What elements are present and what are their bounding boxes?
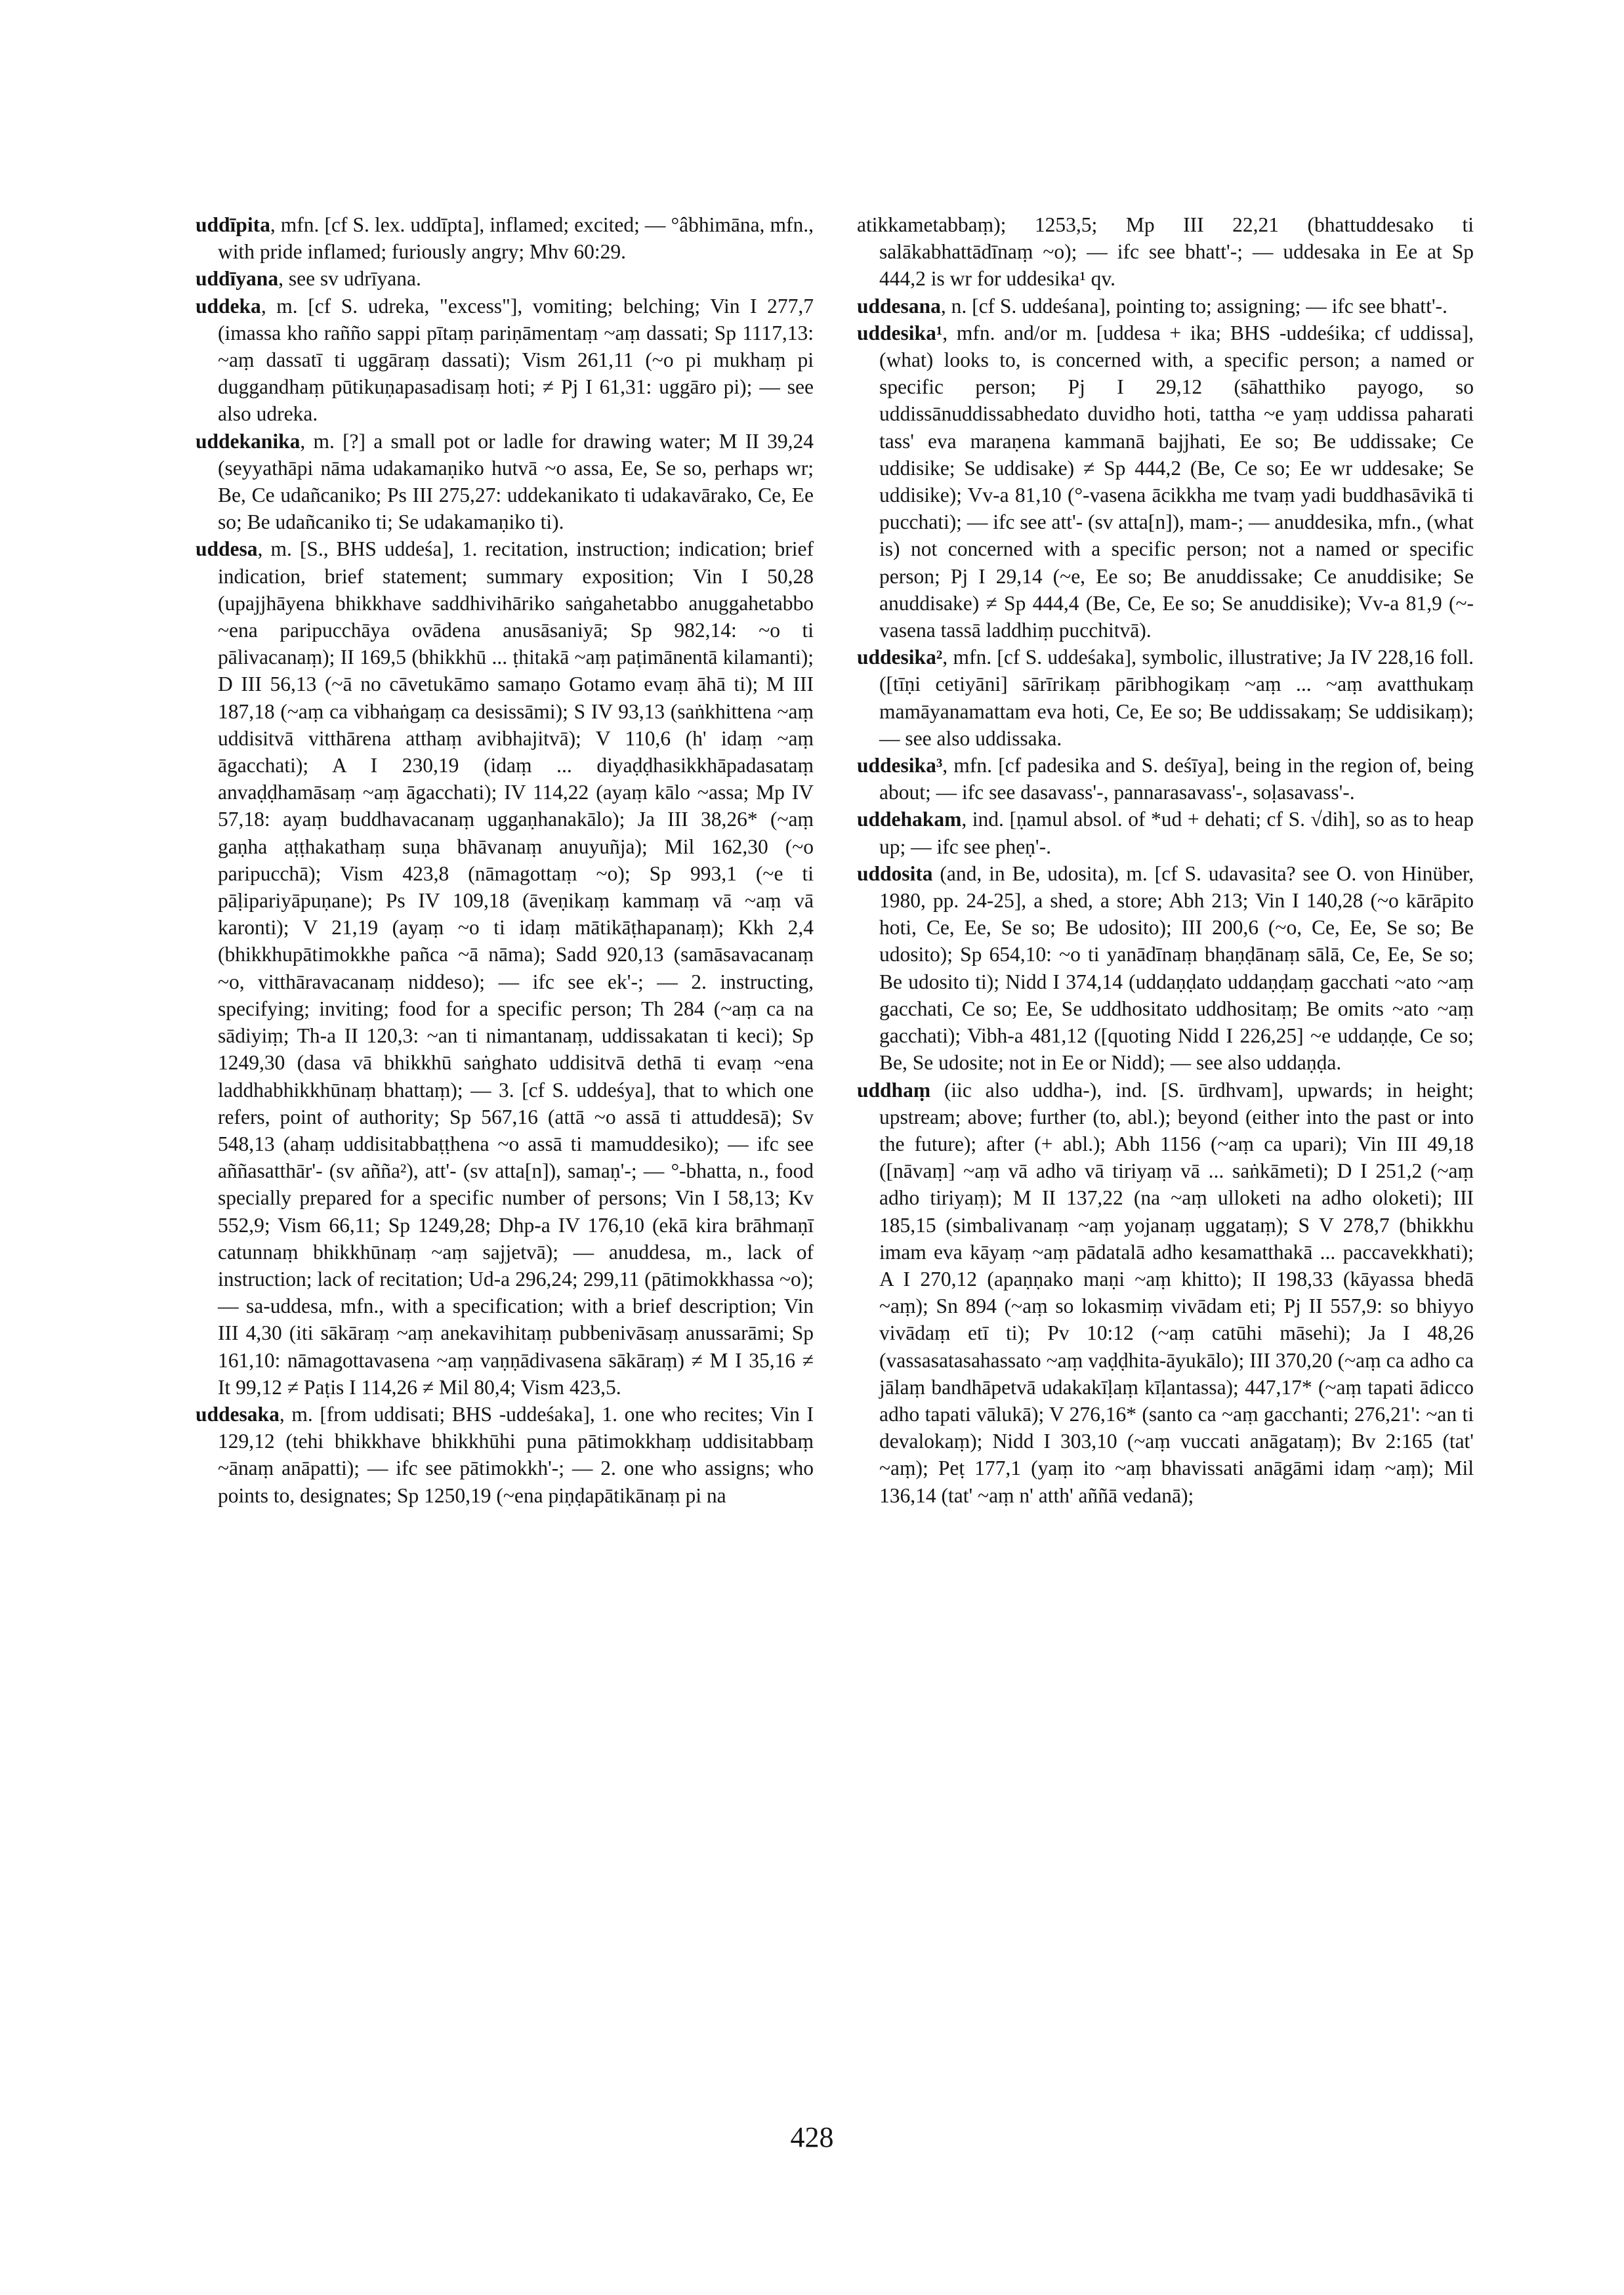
entry-headword: uddesika³ bbox=[857, 754, 943, 777]
dictionary-entry bbox=[196, 293, 814, 428]
dictionary-entry bbox=[196, 428, 814, 536]
entry-headword: uddīyana bbox=[196, 267, 279, 291]
entry-body: , mfn. and/or m. [uddesa + ika; BHS -uddeśika; cf uddissa], (what) looks to, is concerned with, a specific person; a named or specific person; Pj I 29,12 (sāhatthiko payogo, so uddissānuddissabhedato duvidho hoti, tattha ~e yaṃ uddissa paharati tass' eva maraṇena kammanā bajjhati, Ee so; Be uddissake; Ce uddisike; Se uddisake) ≠ Sp 444,2 (Be, Ce so; Ee wr uddesake; Se uddisike); Vv-a 81,10 (°-vasena ācikkha me tvaṃ yadi buddhasāvikā ti pucchati); — ifc see att'- (sv atta[n]), mam-; — anuddesika, mfn., (what is) not concerned with a specific person; not a named or specific person; Pj I 29,14 (~e, Ee so; Be anuddissake; Ce anuddisike; Se anuddisake) ≠ Sp 444,4 (Be, Ce, Ee so; Se anuddisike); Vv-a 81,9 (~-vasena tassā laddhiṃ pucchitvā). bbox=[879, 321, 1474, 642]
entry-headword: uddesa bbox=[196, 537, 258, 561]
entry-body: , m. [S., BHS uddeśa], 1. recitation, instruction; indication; brief indication, brief statement; summary exposition; Vin I 50,28 (upajjhāyena bhikkhave saddhivihāriko saṅgahetabbo anuggahetabbo ~ena paripucchāya ovādena anusāsaniyā; Sp 982,14: ~o ti pālivacanaṃ); II 169,5 (bhikkhū ... ṭhitakā ~aṃ paṭimānentā kilamanti); D III 56,13 (~ā no cāvetukāmo samaṇo Gotamo evaṃ āhā ti); M III 187,18 (~aṃ ca vibhaṅgaṃ ca desissāmi); S IV 93,13 (saṅkhittena ~aṃ uddisitvā vitthārena atthaṃ avibhajitvā); V 110,6 (h' idaṃ ~aṃ āgacchati); A I 230,19 (idaṃ ... diyaḍḍhasikkhāpadasataṃ anvaḍḍhamāsaṃ ~aṃ āgacchati); IV 114,22 (ayaṃ kālo ~assa; Mp IV 57,18: ayaṃ buddhavacanaṃ uggaṇhanakālo); Ja III 38,26* (~aṃ gaṇha aṭṭhakathaṃ suṇa bhāvanaṃ anuyuñja); Mil 162,30 (~o paripucchā); Vism 423,8 (nāmagottaṃ ~o); Sp 993,1 (~e ti pāḷipariyāpuṇane); Ps IV 109,18 (āveṇikaṃ kammaṃ vā ~aṃ vā karonti); V 21,19 (ayaṃ ~o ti idaṃ mātikāṭhapanaṃ); Kkh 2,4 (bhikkhupātimokkhe pañca ~ā nāma); Sadd 920,13 (samāsavacanaṃ ~o, vitthāravacanaṃ niddeso); — ifc see ek'-; — 2. instructing, specifying; inviting; food for a specific person; Th 284 (~aṃ ca na sādiyiṃ; Th-a II 120,3: ~an ti nimantanaṃ, uddissakatan ti keci); Sp 1249,30 (dasa vā bhikkhū saṅghato uddisitvā dethā ti evaṃ ~ena laddhabhikkhūnaṃ bhattaṃ); — 3. [cf S. uddeśya], that to which one refers, point of authority; Sp 567,16 (attā ~o assā ti attuddesā); Sv 548,13 (ahaṃ uddisitabbaṭṭhena ~o assā ti mamuddesiko); — ifc see aññasatthār'- (sv añña²), att'- (sv atta[n]), samaṇ'-; — °-bhatta, n., food specially prepared for a specific number of persons; Vin I 58,13; Kv 552,9; Vism 66,11; Sp 1249,28; Dhp-a IV 176,10 (ekā kira brāhmaṇī catunnaṃ bhikkhūnaṃ ~aṃ sajjetvā); — anuddesa, m., lack of instruction; lack of recitation; Ud-a 296,24; 299,11 (pātimokkhassa ~o); — sa-uddesa, mfn., with a specification; with a brief description; Vin III 4,30 (iti sākāraṃ ~aṃ anekavihitaṃ pubbenivāsaṃ anussarāmi; Sp 161,10: nāmagottavasena ~aṃ vaṇṇādivasena sākāraṃ) ≠ M I 35,16 ≠ It 99,12 ≠ Paṭis I 114,26 ≠ Mil 80,4; Vism 423,5. bbox=[218, 537, 814, 1399]
entry-headword: uddhaṃ bbox=[857, 1078, 931, 1102]
entry-headword: uddīpita bbox=[196, 213, 270, 236]
entry-headword: uddosita bbox=[857, 861, 933, 885]
left-column bbox=[196, 211, 814, 1509]
dictionary-entry bbox=[857, 1077, 1474, 1509]
entry-body: , n. [cf S. uddeśana], pointing to; assigning; — ifc see bhatt'-. bbox=[940, 294, 1447, 318]
dictionary-entry bbox=[857, 752, 1474, 806]
dictionary-entry bbox=[857, 293, 1474, 320]
entry-body: , m. [?] a small pot or ladle for drawing water; M II 39,24 (seyyathāpi nāma udakamaṇiko hutvā ~o assa, Ee, Se so, perhaps wr; Be, Ce udañcaniko; Ps III 275,27: uddekanikato ti udakavārako, Ce, Ee so; Be udañcaniko ti; Se udakamaṇiko ti). bbox=[218, 429, 814, 534]
entry-body: (iic also uddha-), ind. [S. ūrdhvam], upwards; in height; upstream; above; further (to, abl.); beyond (either into the past or into the future); after (+ abl.); Abh 1156 (~aṃ ca upari); Vin III 49,18 ([nāvaṃ] ~aṃ vā adho vā tiriyaṃ vā ... saṅkāmeti); D I 251,2 (~aṃ adho tiriyaṃ); M II 137,22 (na ~aṃ ulloketi na adho oloketi); III 185,15 (simbalivanaṃ ~aṃ yojanaṃ uggataṃ); S V 278,7 (bhikkhu imam eva kāyaṃ ~aṃ pādatalā adho kesamatthakā ... paccavekkhati); A I 270,12 (apaṇṇako maṇi ~aṃ khitto); II 198,33 (kāyassa bhedā ~aṃ); Sn 894 (~aṃ so lokasmiṃ vivādam eti; Pj II 557,9: so bhiyyo vivādaṃ etī ti); Pv 10:12 (~aṃ catūhi māsehi); Ja I 48,26 (vassasatasahassato ~aṃ vaḍḍhita-āyukālo); III 370,20 (~aṃ ca adho ca jālaṃ bandhāpetvā udakakīḷaṃ kīḷantassa); 447,17* (~aṃ tapati ādicco adho tapati vālukā); V 276,16* (santo ca ~aṃ gacchanti; 276,21': ~an ti devalokaṃ); Nidd I 303,10 (~aṃ vuccati anāgataṃ); Bv 2:165 (tat' ~aṃ); Peṭ 177,1 (yaṃ ito ~aṃ bhavissati anāgāmi idaṃ ~aṃ); Mil 136,14 (tat' ~aṃ n' atth' aññā vedanā); bbox=[879, 1078, 1474, 1507]
entry-headword: uddesaka bbox=[196, 1402, 280, 1426]
entry-headword: uddeka bbox=[196, 294, 261, 318]
entry-body: , ind. [ṇamul absol. of *ud + dehati; cf S. √dih], so as to heap up; — ifc see pheṇ'-. bbox=[879, 808, 1474, 858]
page-number: 428 bbox=[790, 2121, 834, 2153]
entry-body: , m. [cf S. udreka, "excess"], vomiting; belching; Vin I 277,7 (imassa kho rañño sappi pītaṃ pariṇāmentaṃ ~aṃ dassati; Sp 1117,13: ~aṃ dassatī ti uggāraṃ dassati); Vism 261,11 (~o pi mukhaṃ pi duggandhaṃ pūtikuṇapasadisaṃ hoti; ≠ Pj I 61,31: uggāro pi); — see also udreka. bbox=[218, 294, 814, 426]
dictionary-entry bbox=[196, 211, 814, 265]
dictionary-entry-continued bbox=[857, 211, 1474, 293]
dictionary-entry bbox=[857, 860, 1474, 1077]
entry-headword: uddehakam bbox=[857, 808, 962, 831]
entry-body: , see sv udrīyana. bbox=[278, 267, 421, 291]
right-column bbox=[857, 211, 1474, 1509]
entry-headword: uddesika¹ bbox=[857, 321, 943, 344]
dictionary-entry bbox=[857, 644, 1474, 752]
entry-headword: uddesika² bbox=[857, 646, 943, 669]
dictionary-entry bbox=[196, 265, 814, 292]
entry-headword: uddesana bbox=[857, 294, 941, 318]
entry-headword: uddekanika bbox=[196, 429, 301, 453]
entry-body: (and, in Be, udosita), m. [cf S. udavasita? see O. von Hinüber, 1980, pp. 24-25], a shed, a store; Abh 213; Vin I 140,28 (~o kārāpito hoti, Ce, Ee, Se so; Be udosito); III 200,6 (~o, Ce, Ee, Se so; Be udosito); Sp 654,10: ~o ti yanādīnaṃ bhaṇḍānaṃ sālā, Ce, Ee, Se so; Be udosito ti); Nidd I 374,14 (uddaṇḍato uddaṇḍaṃ gacchati ~ato ~aṃ gacchati, Ce so; Ee, Se uddhositato uddhositaṃ; Be omits ~ato ~aṃ gacchati); Vibh-a 481,12 ([quoting Nidd I 226,25] ~e uddaṇḍe, Ce so; Be, Se udosite; not in Ee or Nidd); — see also uddaṇḍa. bbox=[879, 861, 1474, 1075]
entry-body: , mfn. [cf S. uddeśaka], symbolic, illustrative; Ja IV 228,16 foll. ([tīṇi cetiyāni] sārīrikaṃ pāribhogikaṃ ~aṃ ... ~aṃ avatthukaṃ mamāyanamattam eva hoti, Ce, Ee so; Be uddissakaṃ; Se uddisikaṃ); — see also uddissaka. bbox=[879, 646, 1474, 750]
dictionary-entry bbox=[196, 1401, 814, 1509]
entry-body: , mfn. [cf S. lex. uddīpta], inflamed; excited; — °âbhimāna, mfn., with pride inflamed; furiously angry; Mhv 60:29. bbox=[218, 213, 814, 264]
dictionary-entry bbox=[857, 320, 1474, 644]
entry-body: , mfn. [cf padesika and S. deśīya], being in the region of, being about; — ifc see dasavass'-, pannarasavass'-, soḷasavass'-. bbox=[879, 754, 1474, 804]
entry-body: , m. [from uddisati; BHS -uddeśaka], 1. one who recites; Vin I 129,12 (tehi bhikkhave bhikkhūhi puna pātimokkhaṃ uddisitabbaṃ ~ānaṃ anāpatti); — ifc see pātimokkh'-; — 2. one who assigns; who points to, designates; Sp 1250,19 (~ena piṇḍapātikānaṃ pi na bbox=[218, 1402, 814, 1507]
dictionary-entry bbox=[196, 535, 814, 1401]
dictionary-entry bbox=[857, 806, 1474, 859]
entry-body: atikkametabbaṃ); 1253,5; Mp III 22,21 (bhattuddesako ti salākabhattādīnaṃ ~o); — ifc see bhatt'-; — uddesaka in Ee at Sp 444,2 is wr for uddesika¹ qv. bbox=[857, 213, 1474, 291]
